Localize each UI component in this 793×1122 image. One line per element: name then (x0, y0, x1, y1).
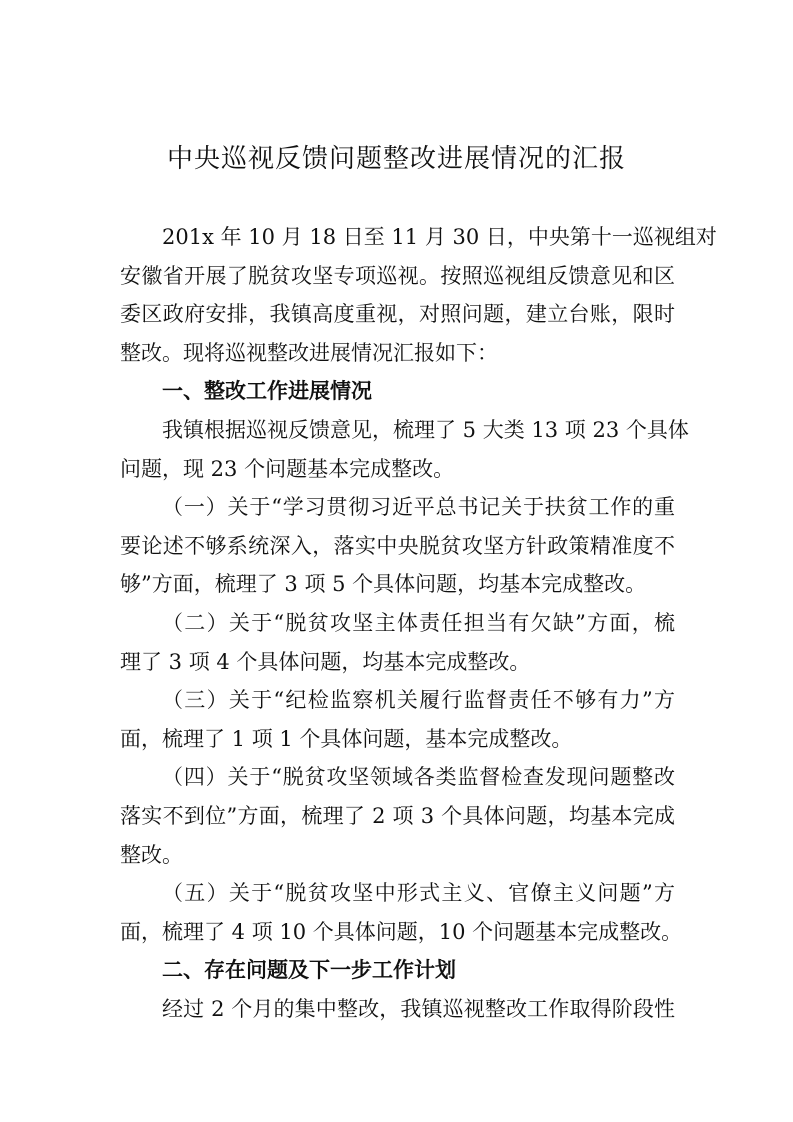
section-heading (120, 951, 675, 990)
text-line: （一）关于“学习贯彻习近平总书记关于扶贫工作的重 (162, 495, 675, 520)
text-line: 201x 年 10 月 18 日至 11 月 30 日，中央第十一巡视组对 (162, 225, 717, 249)
text-line: 落实不到位”方面，梳理了 2 项 3 个具体问题，均基本完成 (120, 803, 675, 828)
text-line: （二）关于“脱贫攻坚主体责任担当有欠缺”方面，梳 (162, 610, 675, 635)
paragraph (120, 758, 675, 874)
text-line: 二、存在问题及下一步工作计划 (162, 958, 456, 983)
paragraph (120, 488, 675, 604)
text-line: 要论述不够系统深入，落实中央脱贫攻坚方针政策精准度不 (120, 533, 675, 558)
text-line: 整改。 (120, 842, 183, 867)
text-line: 我镇根据巡视反馈意见，梳理了 5 大类 13 项 23 个具体 (162, 417, 689, 442)
text-line: 问题，现 23 个问题基本完成整改。 (120, 456, 455, 481)
text-line: 整改。现将巡视整改进展情况汇报如下： (120, 340, 498, 365)
paragraph (120, 411, 689, 488)
text-line: 面，梳理了 1 项 1 个具体问题，基本完成整改。 (120, 726, 573, 751)
paragraph (120, 604, 675, 681)
text-line: 够”方面，梳理了 3 项 5 个具体问题，均基本完成整改。 (120, 572, 647, 597)
text-line: 安徽省开展了脱贫攻坚专项巡视。按照巡视组反馈意见和区 (120, 263, 675, 288)
text-line: （五）关于“脱贫攻坚中形式主义、官僚主义问题”方 (162, 881, 675, 906)
section-heading (120, 372, 675, 411)
paragraph (120, 990, 675, 1029)
paragraph (120, 874, 683, 951)
text-line: 面，梳理了 4 项 10 个具体问题，10 个问题基本完成整改。 (120, 919, 683, 944)
document-body (120, 218, 717, 1028)
text-line: 一、整改工作进展情况 (162, 379, 372, 404)
paragraph (120, 218, 717, 372)
paragraph (120, 681, 675, 758)
text-line: 经过 2 个月的集中整改，我镇巡视整改工作取得阶段性 (162, 996, 675, 1021)
text-line: （三）关于“纪检监察机关履行监督责任不够有力”方 (162, 688, 675, 713)
text-line: 理了 3 项 4 个具体问题，均基本完成整改。 (120, 649, 531, 674)
text-line: （四）关于“脱贫攻坚领域各类监督检查发现问题整改 (162, 765, 675, 790)
document-title: 中央巡视反馈问题整改进展情况的汇报 (166, 144, 626, 174)
text-line: 委区政府安排，我镇高度重视，对照问题，建立台账，限时 (120, 302, 675, 327)
